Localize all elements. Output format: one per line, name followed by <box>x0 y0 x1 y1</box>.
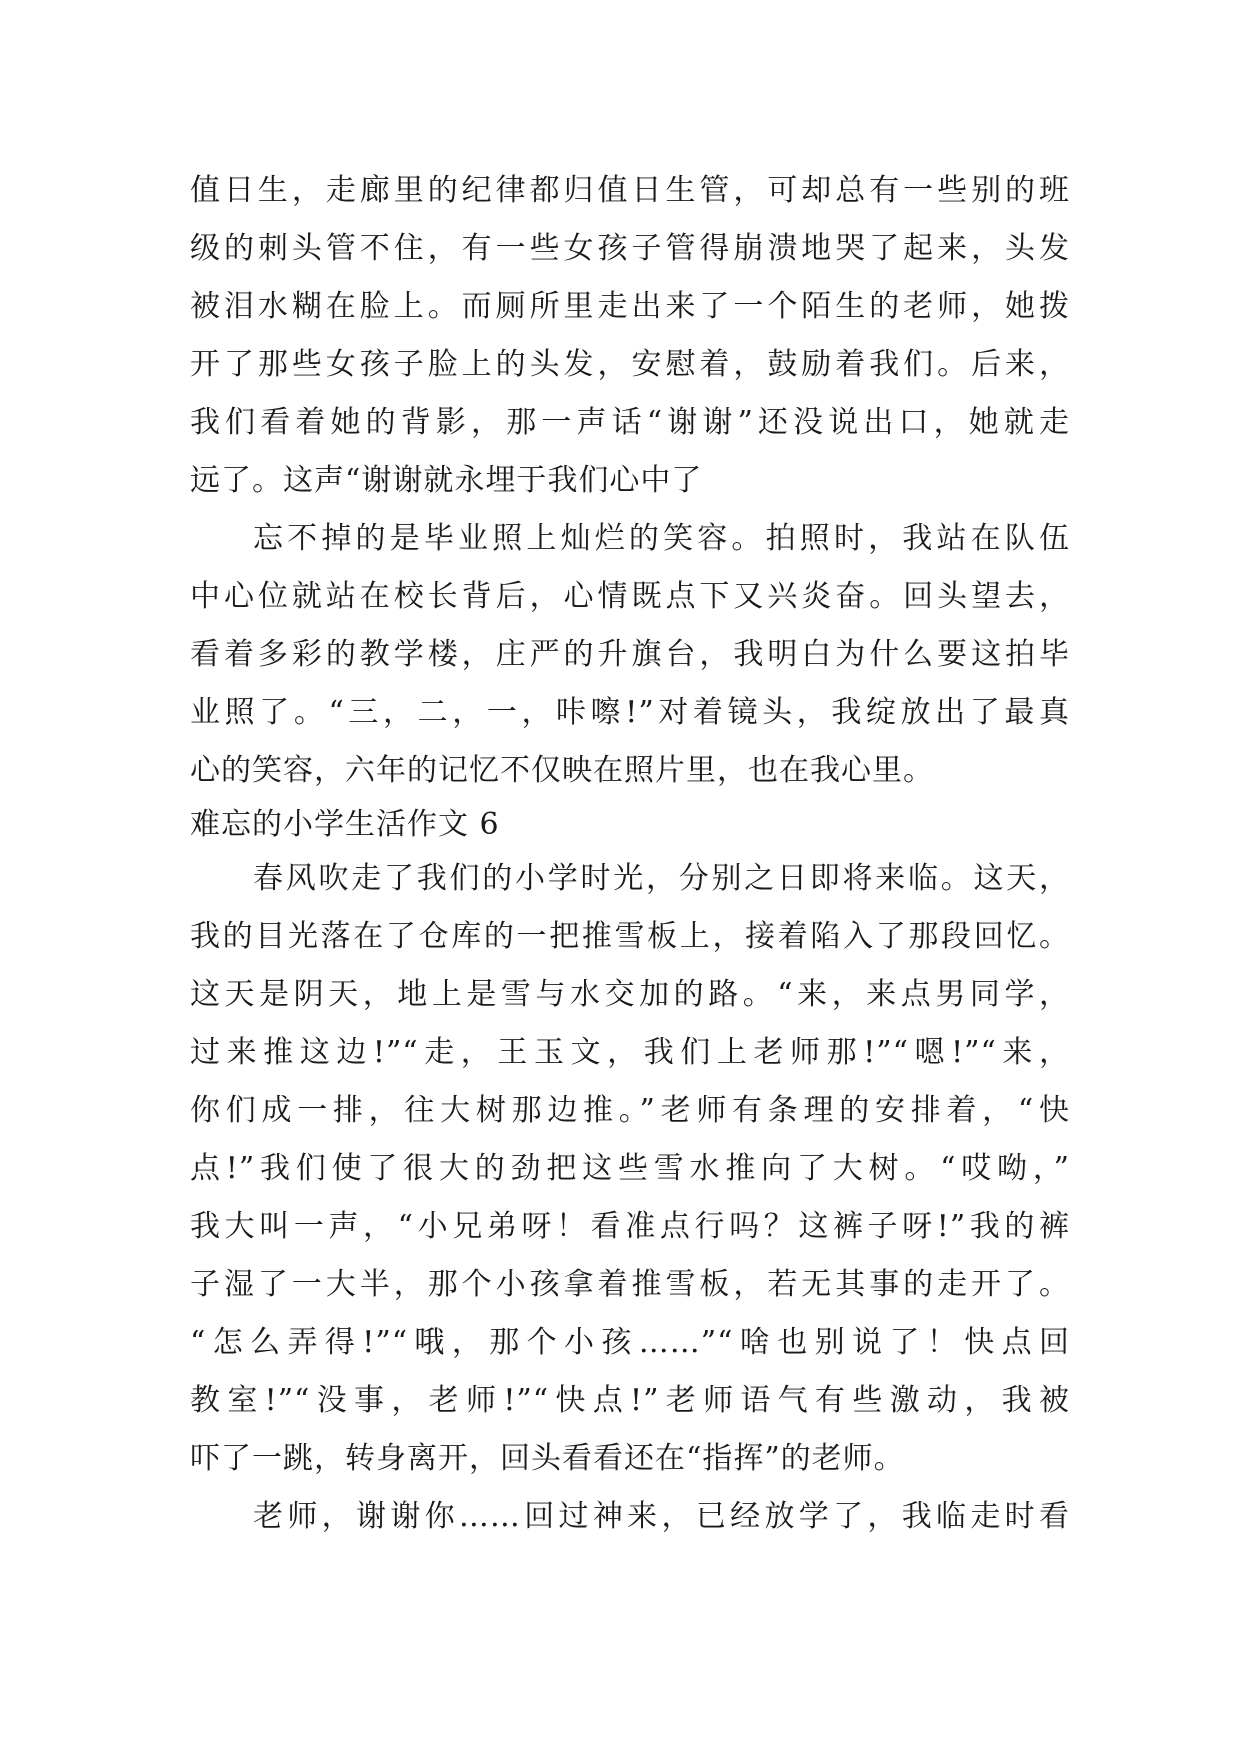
paragraph-3-line-11: 吓了一跳，转身离开，回头看看还在“指挥”的老师。 <box>190 1441 905 1476</box>
paragraph-3-line-8: 子湿了一大半，那个小孩拿着推雪板，若无其事的走开了。 <box>190 1267 1070 1302</box>
paragraph-3-line-4: 过来推这边!”“走，王玉文，我们上老师那!”“嗯!”“来， <box>190 1035 1070 1070</box>
paragraph-1-line-6: 远了。这声“谢谢就永埋于我们心中了 <box>190 463 703 498</box>
paragraph-3-line-1: 春风吹走了我们的小学时光，分别之日即将来临。这天， <box>253 861 1070 896</box>
paragraph-2-line-4: 业照了。“三，二，一，咔嚓!”对着镜头，我绽放出了最真 <box>190 695 1070 730</box>
paragraph-3-line-7: 我大叫一声，“小兄弟呀！看准点行吗？这裤子呀!”我的裤 <box>190 1209 1070 1244</box>
paragraph-1-line-1: 值日生，走廊里的纪律都归值日生管，可却总有一些别的班 <box>190 173 1070 208</box>
paragraph-3-line-5: 你们成一排，往大树那边推。”老师有条理的安排着，“快 <box>190 1093 1070 1128</box>
paragraph-1-line-2: 级的刺头管不住，有一些女孩子管得崩溃地哭了起来，头发 <box>190 231 1070 266</box>
paragraph-2-line-2: 中心位就站在校长背后，心情既点下又兴炎奋。回头望去， <box>190 579 1070 614</box>
paragraph-3-line-6: 点!”我们使了很大的劲把这些雪水推向了大树。“哎呦，” <box>190 1151 1070 1186</box>
paragraph-1-line-3: 被泪水糊在脸上。而厕所里走出来了一个陌生的老师，她拨 <box>190 289 1070 324</box>
paragraph-3-line-10: 教室!”“没事，老师!”“快点!”老师语气有些激动，我被 <box>190 1383 1070 1418</box>
paragraph-3-line-3: 这天是阴天，地上是雪与水交加的路。“来，来点男同学， <box>190 977 1070 1012</box>
paragraph-1-line-5: 我们看着她的背影，那一声话“谢谢”还没说出口，她就走 <box>190 405 1070 440</box>
paragraph-2-line-1: 忘不掉的是毕业照上灿烂的笑容。拍照时，我站在队伍 <box>253 521 1070 556</box>
paragraph-3-line-9: “怎么弄得!”“哦，那个小孩……”“啥也别说了！快点回 <box>190 1325 1070 1360</box>
section-heading: 难忘的小学生活作文 6 <box>190 807 500 842</box>
paragraph-2-line-3: 看着多彩的教学楼，庄严的升旗台，我明白为什么要这拍毕 <box>190 637 1070 672</box>
paragraph-3-line-2: 我的目光落在了仓库的一把推雪板上，接着陷入了那段回忆。 <box>190 919 1070 954</box>
paragraph-2-line-5: 心的笑容，六年的记忆不仅映在照片里，也在我心里。 <box>190 753 934 788</box>
paragraph-4-line-1: 老师，谢谢你……回过神来，已经放学了，我临走时看 <box>253 1499 1070 1534</box>
paragraph-1-line-4: 开了那些女孩子脸上的头发，安慰着，鼓励着我们。后来， <box>190 347 1070 382</box>
